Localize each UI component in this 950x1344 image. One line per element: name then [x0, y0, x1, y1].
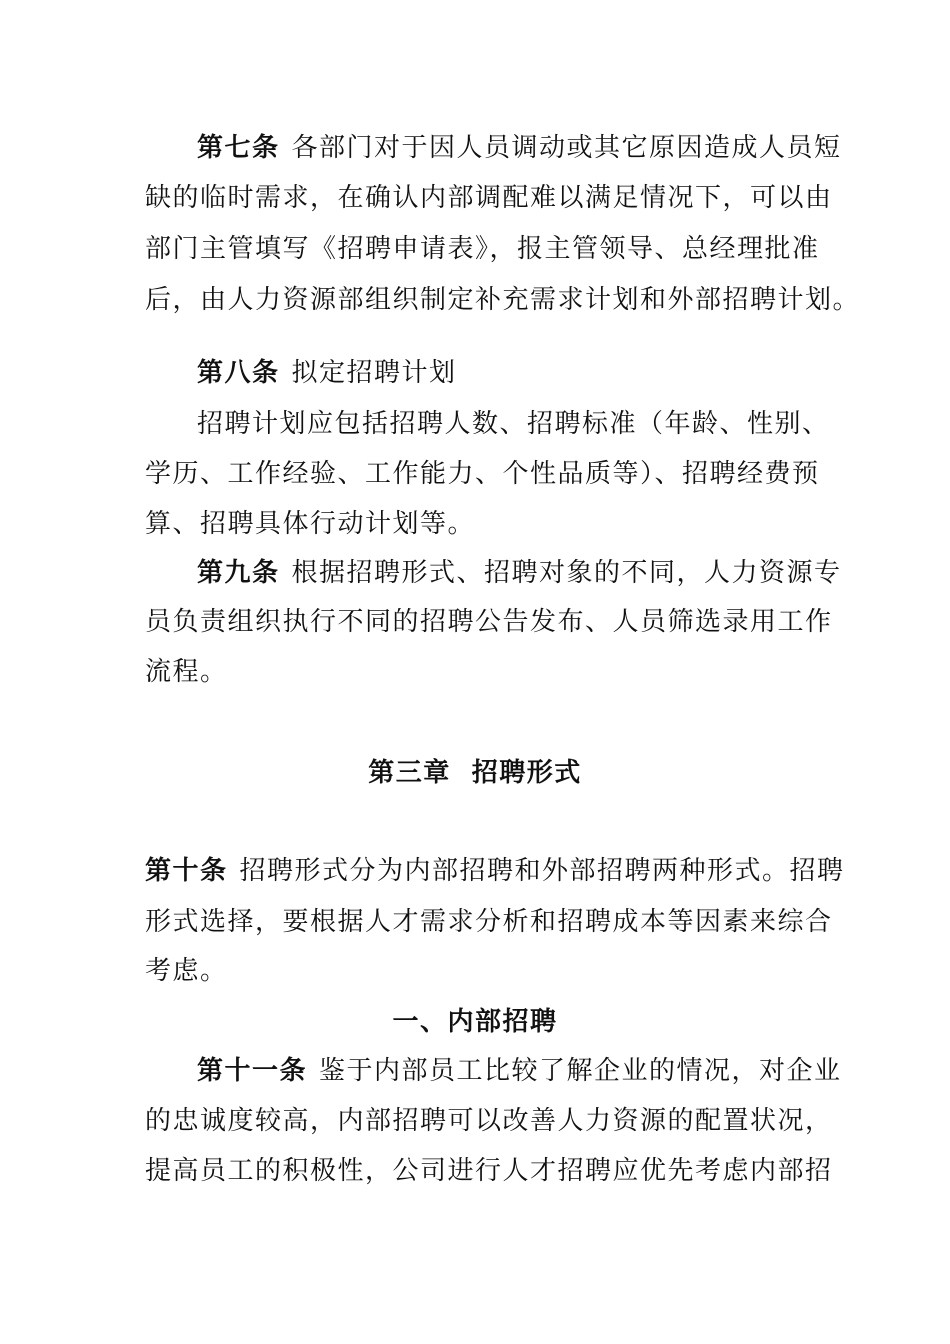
article-9-text: 根据招聘形式、招聘对象的不同，人力资源专 — [291, 558, 842, 588]
article-9-line-2: 员负责组织执行不同的招聘公告发布、人员筛选录用工作 — [145, 607, 833, 637]
article-10-text: 招聘形式分为内部招聘和外部招聘两种形式。招聘 — [239, 856, 845, 886]
article-7-text: 各部门对于因人员调动或其它原因造成人员短 — [291, 133, 842, 163]
section-1-title: 一、内部招聘 — [392, 1007, 558, 1037]
article-8-title: 拟定招聘计划 — [291, 358, 457, 388]
article-10-line-2: 形式选择，要根据人才需求分析和招聘成本等因素来综合 — [145, 907, 833, 937]
chapter-3-title: 第三章 招聘形式 — [368, 758, 582, 788]
article-8-line-1 — [197, 358, 457, 388]
article-8-heading: 第八条 — [197, 358, 280, 388]
article-8-body-line-1: 招聘计划应包括招聘人数、招聘标准（年龄、性别、 — [197, 409, 830, 439]
article-7-heading: 第七条 — [197, 133, 280, 163]
article-10-heading: 第十条 — [145, 856, 228, 886]
article-11-text: 鉴于内部员工比较了解企业的情况，对企业 — [319, 1056, 842, 1086]
article-8-body-line-2: 学历、工作经验、工作能力、个性品质等）、招聘经费预 — [145, 459, 820, 489]
article-7-line-2: 缺的临时需求，在确认内部调配难以满足情况下，可以由 — [145, 183, 833, 213]
article-11-line-2: 的忠诚度较高，内部招聘可以改善人力资源的配置状况， — [145, 1106, 833, 1136]
article-9-line-3: 流程。 — [145, 657, 228, 687]
article-7-line-1 — [197, 133, 842, 163]
article-11-line-1 — [197, 1056, 842, 1086]
article-10-line-3: 考虑。 — [145, 956, 228, 986]
article-11-line-3: 提高员工的积极性，公司进行人才招聘应优先考虑内部招 — [145, 1156, 833, 1186]
article-11-heading: 第十一条 — [197, 1056, 308, 1086]
article-7-line-4: 后，由人力资源部组织制定补充需求计划和外部招聘计划。 — [145, 285, 861, 315]
article-8-body-line-3: 算、招聘具体行动计划等。 — [145, 509, 476, 539]
article-10-line-1 — [145, 856, 845, 886]
article-9-line-1 — [197, 558, 842, 588]
article-9-heading: 第九条 — [197, 558, 280, 588]
article-7-line-3: 部门主管填写《招聘申请表》，报主管领导、总经理批准 — [145, 234, 820, 264]
